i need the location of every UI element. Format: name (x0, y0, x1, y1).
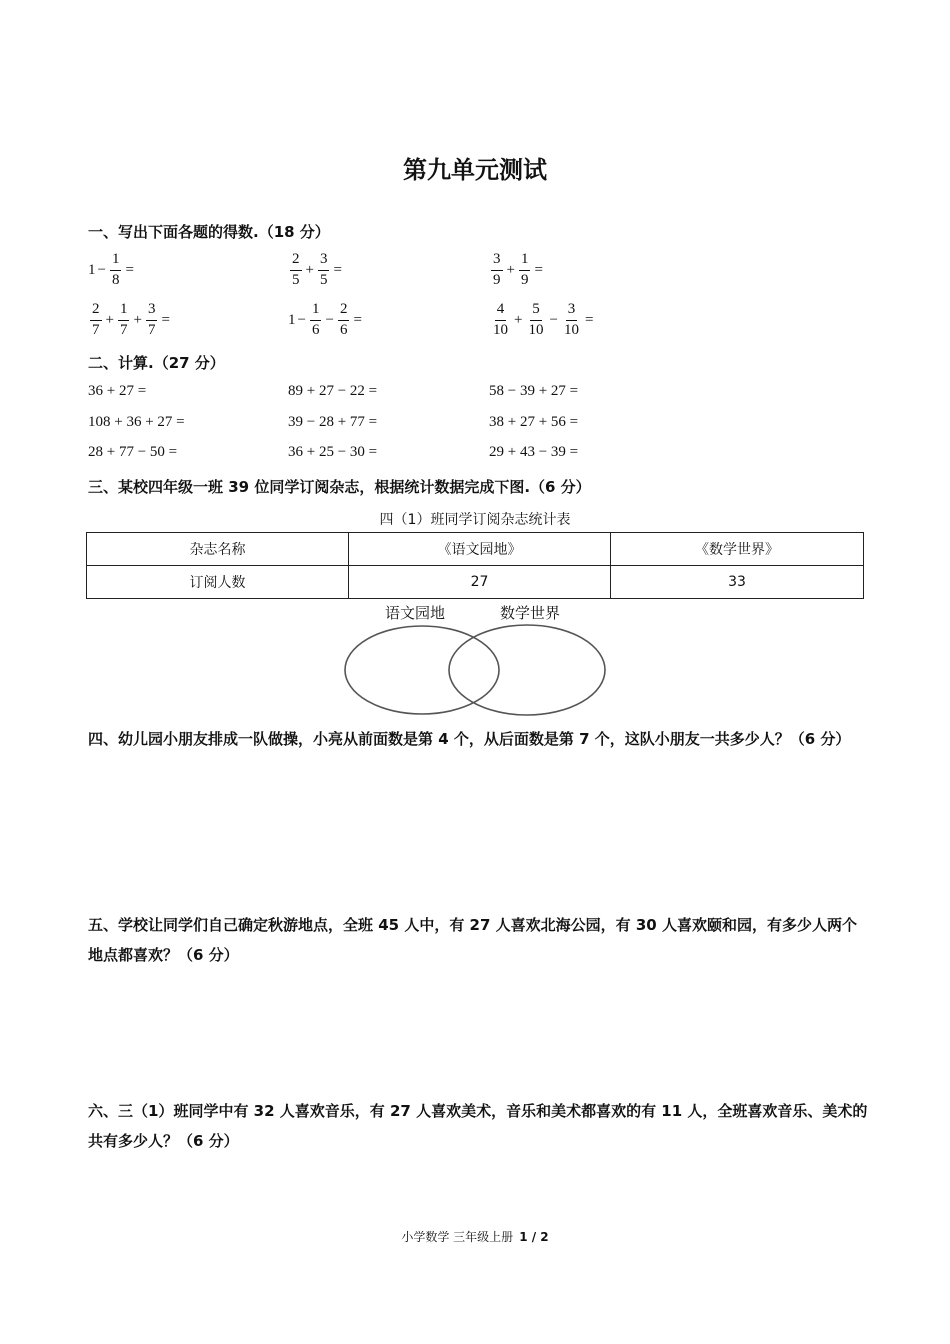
table-header-cell: 《语文园地》 (349, 533, 611, 566)
calculation-2: 89 + 27 − 22 = (288, 383, 378, 399)
fraction-problem-4: $\frac{2}{7}$ + $\frac{1}{7}$ + $\frac{3}{7}$ = (92, 301, 170, 338)
page-footer (0, 1228, 950, 1245)
fraction-problem-2: $\frac{2}{5}$ + $\frac{3}{5}$ = (292, 251, 342, 288)
calculation-9: 29 + 43 − 39 = (489, 444, 579, 460)
footer-text: 小学数学 三年级上册 (401, 1230, 514, 1244)
fraction-problem-3: $\frac{3}{9}$ + $\frac{1}{9}$ = (493, 251, 543, 288)
calculation-8: 36 + 25 − 30 = (288, 444, 378, 460)
venn-right-label: 数学世界 (500, 604, 561, 622)
section-1-heading: 一、写出下面各题的得数.（18 分） (88, 223, 330, 241)
subscription-table (86, 532, 864, 599)
calculation-7: 28 + 77 − 50 = (88, 444, 178, 460)
fraction-problem-1: 1 − $\frac{1}{8}$ = (88, 251, 134, 288)
table-header-cell: 杂志名称 (87, 533, 349, 566)
page-title: 第九单元测试 (403, 156, 547, 184)
calculation-3: 58 − 39 + 27 = (489, 383, 579, 399)
venn-left-label: 语文园地 (385, 604, 446, 622)
table-cell: 33 (611, 566, 864, 599)
fraction-problem-5: 1 − $\frac{1}{6}$ − $\frac{2}{6}$ = (288, 301, 362, 338)
venn-right-circle (449, 625, 605, 715)
table-caption: 四（1）班同学订阅杂志统计表 (379, 512, 571, 528)
calculation-4: 108 + 36 + 27 = (88, 414, 185, 430)
section-2-heading: 二、计算.（27 分） (88, 354, 225, 372)
calculation-1: 36 + 27 = (88, 383, 147, 399)
section-4-heading: 四、幼儿园小朋友排成一队做操，小亮从前面数是第 4 个，从后面数是第 7 个，这队小朋友一共多少人？（6 分） (88, 730, 851, 748)
table-cell: 27 (349, 566, 611, 599)
calculation-6: 38 + 27 + 56 = (489, 414, 579, 430)
section-3-heading: 三、某校四年级一班 39 位同学订阅杂志，根据统计数据完成下图.（6 分） (88, 478, 591, 496)
table-row (87, 533, 864, 566)
fraction-problem-6: $\frac{4}{10}$ + $\frac{5}{10}$ − $\frac{3}{10}$ = (493, 301, 594, 338)
section-5-heading: 五、学校让同学们自己确定秋游地点，全班 45 人中，有 27 人喜欢北海公园，有 30 人喜欢颐和园，有多少人两个地点都喜欢？（6 分） (88, 916, 857, 964)
table-header-cell: 《数学世界》 (611, 533, 864, 566)
calculation-5: 39 − 28 + 77 = (288, 414, 378, 430)
page-number: 1 / 2 (519, 1230, 549, 1244)
table-row (87, 566, 864, 599)
venn-diagram (330, 620, 620, 720)
venn-left-circle (345, 626, 499, 714)
table-cell: 订阅人数 (87, 566, 349, 599)
section-6-heading: 六、三（1）班同学中有 32 人喜欢音乐，有 27 人喜欢美术，音乐和美术都喜欢的有 11 人，全班喜欢音乐、美术的共有多少人？（6 分） (88, 1102, 868, 1150)
